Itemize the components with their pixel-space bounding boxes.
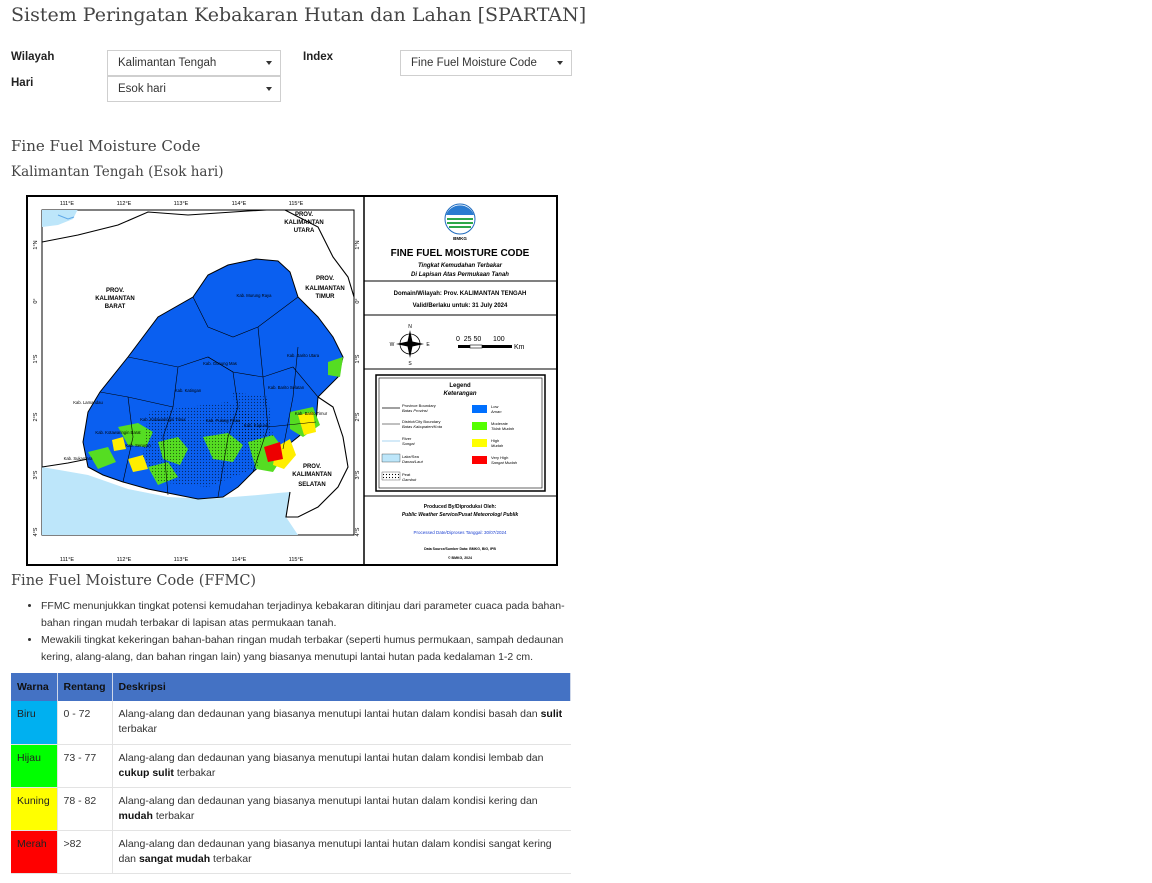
label-kabupaten: Kab. Pulang Pisau	[205, 418, 241, 423]
data-source: Data Source/Sumber Data: BMKG, BIG, IPB	[424, 547, 496, 551]
map-title: FINE FUEL MOISTURE CODE	[390, 248, 530, 259]
lat-tick-label: 1°S	[33, 354, 39, 364]
map-valid-date: Valid/Berlaku untuk: 31 July 2024	[412, 303, 508, 309]
range-cell: 0 - 72	[57, 701, 112, 744]
label-kabupaten: Kab. Barito Timur	[294, 411, 328, 416]
table-row	[11, 701, 571, 744]
label-kabupaten: Kab. Seruyan	[125, 443, 151, 448]
lon-tick-label: 114°E	[231, 201, 247, 207]
map-subtitle-2: Di Lapisan Atas Permukaan Tanah	[411, 272, 509, 278]
svg-text:W: W	[389, 342, 395, 348]
ffmc-class-table	[11, 673, 571, 874]
lon-tick-label: 112°E	[116, 201, 132, 207]
svg-text:Very High: Very High	[491, 455, 509, 460]
svg-text:S: S	[408, 361, 412, 367]
produced-by: Produced By/Diproduksi Oleh:	[423, 504, 497, 510]
map-legend	[376, 375, 545, 491]
section-subtitle: Kalimantan Tengah (Esok hari)	[11, 164, 224, 180]
svg-text:N: N	[408, 324, 412, 330]
svg-text:Province Boundary: Province Boundary	[402, 403, 436, 408]
label-kaltim-3: TIMUR	[315, 294, 335, 300]
header-deskripsi: Deskripsi	[112, 673, 571, 701]
description-cell: Alang-alang dan dedaunan yang biasanya menutupi lantai hutan dalam kondisi kering dan mudah terbakar	[112, 787, 571, 830]
lon-tick-label: 115°E	[288, 201, 304, 207]
label-kabupaten: Kab. Kotawaringin Timur	[140, 417, 186, 422]
lon-tick-label: 115°E	[288, 557, 304, 563]
label-kabupaten: Kab. Lamandau	[73, 400, 103, 405]
chevron-down-icon	[266, 61, 272, 65]
produced-by-org: Public Weather Service/Pusat Meteorologi Publik	[401, 512, 519, 518]
chevron-down-icon	[557, 61, 563, 65]
svg-text:Aman: Aman	[491, 409, 502, 414]
label-kalut-3: UTARA	[293, 228, 315, 234]
ffmc-map	[26, 195, 558, 566]
header-rentang: Rentang	[57, 673, 112, 701]
range-cell: 78 - 82	[57, 787, 112, 830]
compass-icon	[390, 324, 431, 367]
description-cell: Alang-alang dan dedaunan yang biasanya menutupi lantai hutan dalam kondisi sangat kering dan sangat mudah terbakar	[112, 830, 571, 873]
svg-text:River: River	[402, 436, 412, 441]
svg-text:Km: Km	[514, 344, 525, 351]
lat-tick-label: 1°N	[33, 240, 39, 250]
svg-text:High: High	[491, 438, 500, 443]
svg-text:0 25 50 100: 0 25 50 100	[456, 336, 505, 343]
color-cell: Merah	[11, 830, 57, 873]
svg-text:Moderate: Moderate	[491, 421, 508, 426]
description-cell: Alang-alang dan dedaunan yang biasanya menutupi lantai hutan dalam kondisi lembab dan cukup sulit terbakar	[112, 744, 571, 787]
lon-tick-label: 112°E	[116, 557, 132, 563]
svg-text:Danau/Laut: Danau/Laut	[402, 459, 423, 464]
svg-text:BMKG: BMKG	[453, 236, 467, 241]
label-kaltim-2: KALIMANTAN	[305, 286, 345, 292]
svg-text:Tidak Mudah: Tidak Mudah	[491, 426, 515, 431]
label-kabupaten: Kab. Gunung Mas	[203, 361, 237, 366]
label-kabupaten: Kab. Murung Raya	[236, 293, 272, 298]
lat-tick-label: 1°N	[355, 240, 361, 250]
table-row	[11, 830, 571, 873]
wilayah-select[interactable]	[107, 50, 281, 76]
copyright: © BMKG, 2024	[448, 556, 472, 560]
svg-text:Lake/Sea: Lake/Sea	[402, 454, 419, 459]
label-kalsel-1: PROV.	[302, 464, 322, 470]
table-row	[11, 744, 571, 787]
svg-text:Keterangan: Keterangan	[443, 391, 477, 397]
lat-tick-label: 2°S	[355, 412, 361, 422]
color-cell: Hijau	[11, 744, 57, 787]
ffmc-bullets	[24, 598, 569, 666]
label-kalsel-2: KALIMANTAN	[292, 472, 332, 478]
svg-text:Sangat Mudah: Sangat Mudah	[491, 460, 518, 465]
map-subtitle-1: Tingkat Kemudahan Terbakar	[417, 263, 503, 269]
map-domain: Domain/Wilayah: Prov. KALIMANTAN TENGAH	[393, 291, 527, 297]
index-value: Fine Fuel Moisture Code	[411, 57, 537, 69]
label-kalbar-1: PROV.	[105, 288, 125, 294]
svg-text:Peat: Peat	[402, 472, 411, 477]
label-kalut-2: KALIMANTAN	[284, 220, 324, 226]
svg-text:Low: Low	[491, 404, 499, 409]
lon-tick-label: 111°E	[59, 557, 75, 563]
lon-tick-label: 111°E	[59, 201, 75, 207]
hari-value: Esok hari	[118, 83, 166, 95]
wilayah-value: Kalimantan Tengah	[118, 57, 217, 69]
label-kabupaten: Kab. Barito Selatan	[267, 385, 305, 390]
header-warna: Warna	[11, 673, 57, 701]
ffmc-title: Fine Fuel Moisture Code (FFMC)	[11, 573, 257, 589]
label-kabupaten: Kab. Sukamara	[63, 456, 93, 461]
svg-text:Batas Kabupaten/Kota: Batas Kabupaten/Kota	[402, 424, 443, 429]
wilayah-label: Wilayah	[11, 51, 55, 63]
range-cell: 73 - 77	[57, 744, 112, 787]
list-item: • Mewakili tingkat kekeringan bahan-bahan ringan mudah terbakar (seperti humus permukaan, sampah dedaunan kering, alang-alang, dan bahan ringan lain) yang biasanya menutupi lantai hutan pada kedalaman 1-2 cm.	[41, 632, 569, 666]
section-title: Fine Fuel Moisture Code	[11, 137, 201, 155]
hari-label: Hari	[11, 77, 34, 89]
label-kalsel-3: SELATAN	[298, 482, 326, 488]
table-row	[11, 787, 571, 830]
lon-tick-label: 113°E	[173, 557, 189, 563]
svg-text:Legend: Legend	[449, 383, 471, 389]
scale-bar	[456, 336, 525, 351]
bmkg-logo-icon	[445, 204, 475, 241]
table-header-row	[11, 673, 571, 701]
svg-text:District/City Boundary: District/City Boundary	[402, 419, 441, 424]
label-kabupaten: Kab. Katingan	[174, 388, 202, 393]
svg-text:E: E	[426, 342, 430, 348]
lon-tick-label: 114°E	[231, 557, 247, 563]
label-kalbar-2: KALIMANTAN	[95, 296, 135, 302]
label-kabupaten: Kab. Barito Utara	[286, 353, 320, 358]
lat-tick-label: 3°S	[355, 470, 361, 480]
hari-select[interactable]	[107, 76, 281, 102]
svg-text:Batas Provinsi: Batas Provinsi	[402, 408, 428, 413]
range-cell: >82	[57, 830, 112, 873]
svg-text:Sungai: Sungai	[402, 441, 415, 446]
list-item: • FFMC menunjukkan tingkat potensi kemudahan terjadinya kebakaran ditinjau dari parameter cuaca pada bahan-bahan ringan mudah terbakar di lapisan atas permukaan tanah.	[41, 598, 569, 632]
lat-tick-label: 3°S	[33, 470, 39, 480]
lat-tick-label: 1°S	[355, 354, 361, 364]
lat-tick-label: 4°S	[355, 527, 361, 537]
svg-text:Mudah: Mudah	[491, 443, 504, 448]
lon-tick-label: 113°E	[173, 201, 189, 207]
lat-tick-label: 2°S	[33, 412, 39, 422]
label-kalbar-3: BARAT	[104, 304, 126, 310]
lat-tick-label: 4°S	[33, 527, 39, 537]
label-kaltim-1: PROV.	[315, 276, 335, 282]
color-cell: Kuning	[11, 787, 57, 830]
index-select[interactable]	[400, 50, 572, 76]
index-label: Index	[303, 51, 334, 63]
label-kabupaten: Kab. Kotawaringin Barat	[95, 430, 141, 435]
page-title: Sistem Peringatan Kebakaran Hutan dan Lahan [SPARTAN]	[11, 4, 587, 26]
description-cell: Alang-alang dan dedaunan yang biasanya menutupi lantai hutan dalam kondisi basah dan sulit terbakar	[112, 701, 571, 744]
label-kabupaten: Kab. Kapuas	[244, 423, 268, 428]
color-cell: Biru	[11, 701, 57, 744]
lat-tick-label: 0°	[33, 298, 39, 304]
processed-date: Processed Date/Diproses Tanggal: 30/07/2024	[413, 530, 507, 535]
lat-tick-label: 0°	[355, 298, 361, 304]
label-kalut-1: PROV.	[294, 212, 314, 218]
chevron-down-icon	[266, 87, 272, 91]
svg-text:Gambut: Gambut	[402, 477, 417, 482]
